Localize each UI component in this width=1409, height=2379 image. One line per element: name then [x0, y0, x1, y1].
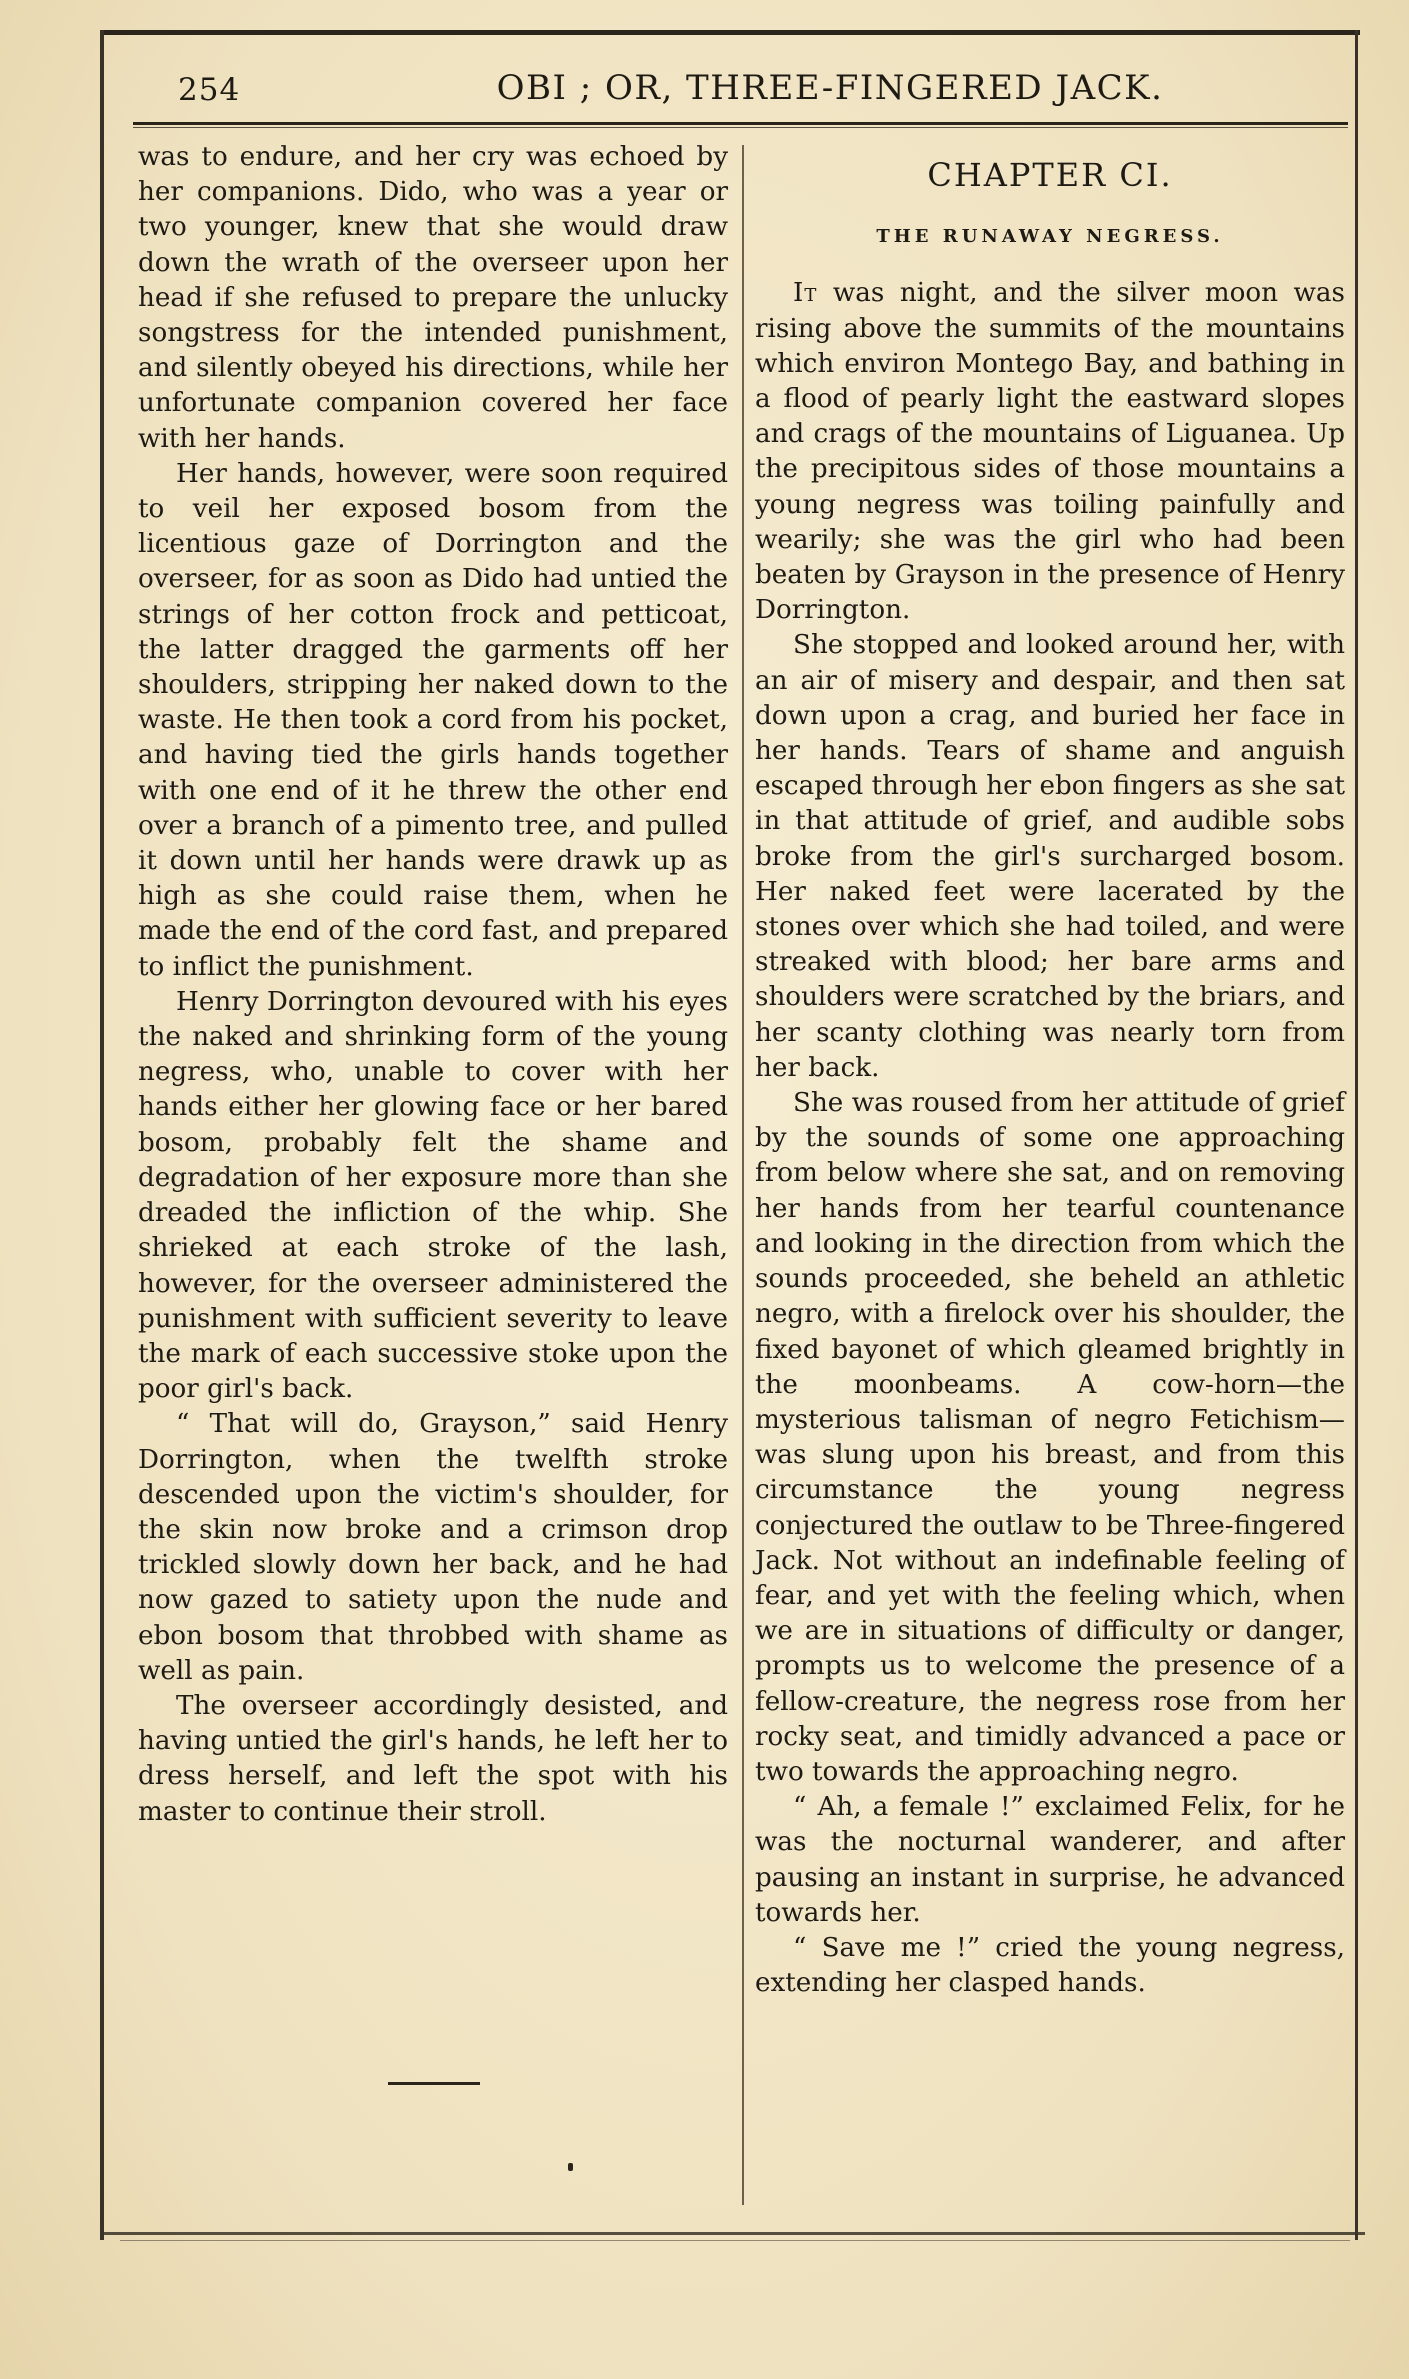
chapter-title: CHAPTER CI. [927, 156, 1173, 194]
page-frame-right-rule [1355, 30, 1358, 2240]
opening-paragraph [755, 276, 1345, 628]
paragraph: “ Ah, a female !” exclaimed Felix, for he was the nocturnal wanderer, and after pausing an instant in surprise, he advanced towards her. [755, 1792, 1345, 1928]
paragraph: “ Save me !” cried the young negress, extending her clasped hands. [755, 1932, 1345, 1999]
section-end-rule [388, 2082, 480, 2085]
paragraph: Henry Dorrington devoured with his eyes the naked and shrinking form of the young negress, who, unable to cover with her hands either her glowing face or her bared bosom, probably felt the shame and degradation of her exposure more than she dreaded the infliction of the whip. She shrieked at each stroke of the lash, however, for the overseer administered the punishment with sufficient severity to leave the mark of each successive stoke upon the poor girl's back. [138, 986, 728, 1405]
left-column [138, 140, 728, 1830]
header-rule [133, 122, 1348, 125]
page-header [120, 60, 1360, 120]
page-frame-top-rule [100, 30, 1360, 35]
paragraph: was to endure, and her cry was echoed by her companions. Dido, who was a year or two younger, knew that she would draw down the wrath of the overseer upon her head if she refused to prepare the unlucky songstress for the intended punishment, and silently obeyed his directions, while her unfortunate companion covered her face with her hands. [138, 142, 728, 454]
paragraph: Her hands, however, were soon required to veil her exposed bosom from the licentious gaze of Dorrington and the overseer, for as soon as Dido had untied the strings of her cotton frock and petticoat, the latter dragged the garments off her shoulders, stripping her naked down to the waste. He then took a cord from his pocket, and having tied the girls hands together with one end of it he threw the other end over a branch of a pimento tree, and pulled it down until her hands were drawk up as high as she could raise them, when he made the end of the cord fast, and prepared to inflict the punishment. [138, 458, 728, 982]
header-rule-thin [133, 127, 1348, 128]
paragraph: “ That will do, Grayson,” said Henry Dorrington, when the twelfth stroke descended upon the victim's shoulder, for the skin now broke and a crimson drop trickled slowly down her back, and he had now gazed to satiety upon the nude and ebon bosom that throbbed with shame as well as pain. [138, 1409, 728, 1686]
opening-lead-word: It [793, 278, 818, 309]
paragraph: The overseer accordingly desisted, and having untied the girl's hands, he left her to dress herself, and left the spot with his master to continue their stroll. [138, 1690, 728, 1827]
paragraph: She was roused from her attitude of grief by the sounds of some one approaching from below where she sat, and on removing her hands from her tearful countenance and looking in the direction from which the sounds proceeded, she beheld an athletic negro, with a firelock over his shoulder, the fixed bayonet of which gleamed brightly in the moonbeams. A cow-horn—the mysterious talisman of negro Fetichism—was slung upon his breast, and from this circumstance the young negress conjectured the outlaw to be Three-fingered Jack. Not without an indefinable feeling of fear, and yet with the feeling which, when we are in situations of difficulty or danger, prompts us to welcome the presence of a fellow-creature, the negress rose from her rocky seat, and timidly advanced a pace or two towards the approaching negro. [755, 1088, 1345, 1787]
page-number: 254 [178, 72, 241, 108]
section-end-ornament [568, 2163, 573, 2171]
opening-text: was night, and the silver moon was rising above the summits of the mountains which environ Montego Bay, and bathing in a flood of pearly light the eastward slopes and crags of the mountains of Liguanea. Up the precipitous sides of those mountains a young negress was toiling painfully and wearily; she was the girl who had been beaten by Grayson in the presence of Henry Dorrington. [755, 278, 1345, 626]
column-divider [742, 145, 744, 2205]
footer-rule [100, 2232, 1365, 2235]
footer-rule-thin [120, 2240, 1350, 2241]
paragraph: She stopped and looked around her, with an air of misery and despair, and then sat down upon a crag, and buried her face in her hands. Tears of shame and anguish escaped through her ebon fingers as she sat in that attitude of grief, and audible sobs broke from the girl's surcharged bosom. Her naked feet were lacerated by the stones over which she had toiled, and were streaked with blood; her bare arms and shoulders were scratched by the briars, and her scanty clothing was nearly torn from her back. [755, 630, 1345, 1083]
running-title: OBI ; OR, THREE-FINGERED JACK. [496, 68, 1164, 108]
page-frame-left-rule [100, 30, 104, 2240]
chapter-subtitle: THE RUNAWAY NEGRESS. [876, 226, 1224, 248]
right-column [755, 140, 1345, 2001]
